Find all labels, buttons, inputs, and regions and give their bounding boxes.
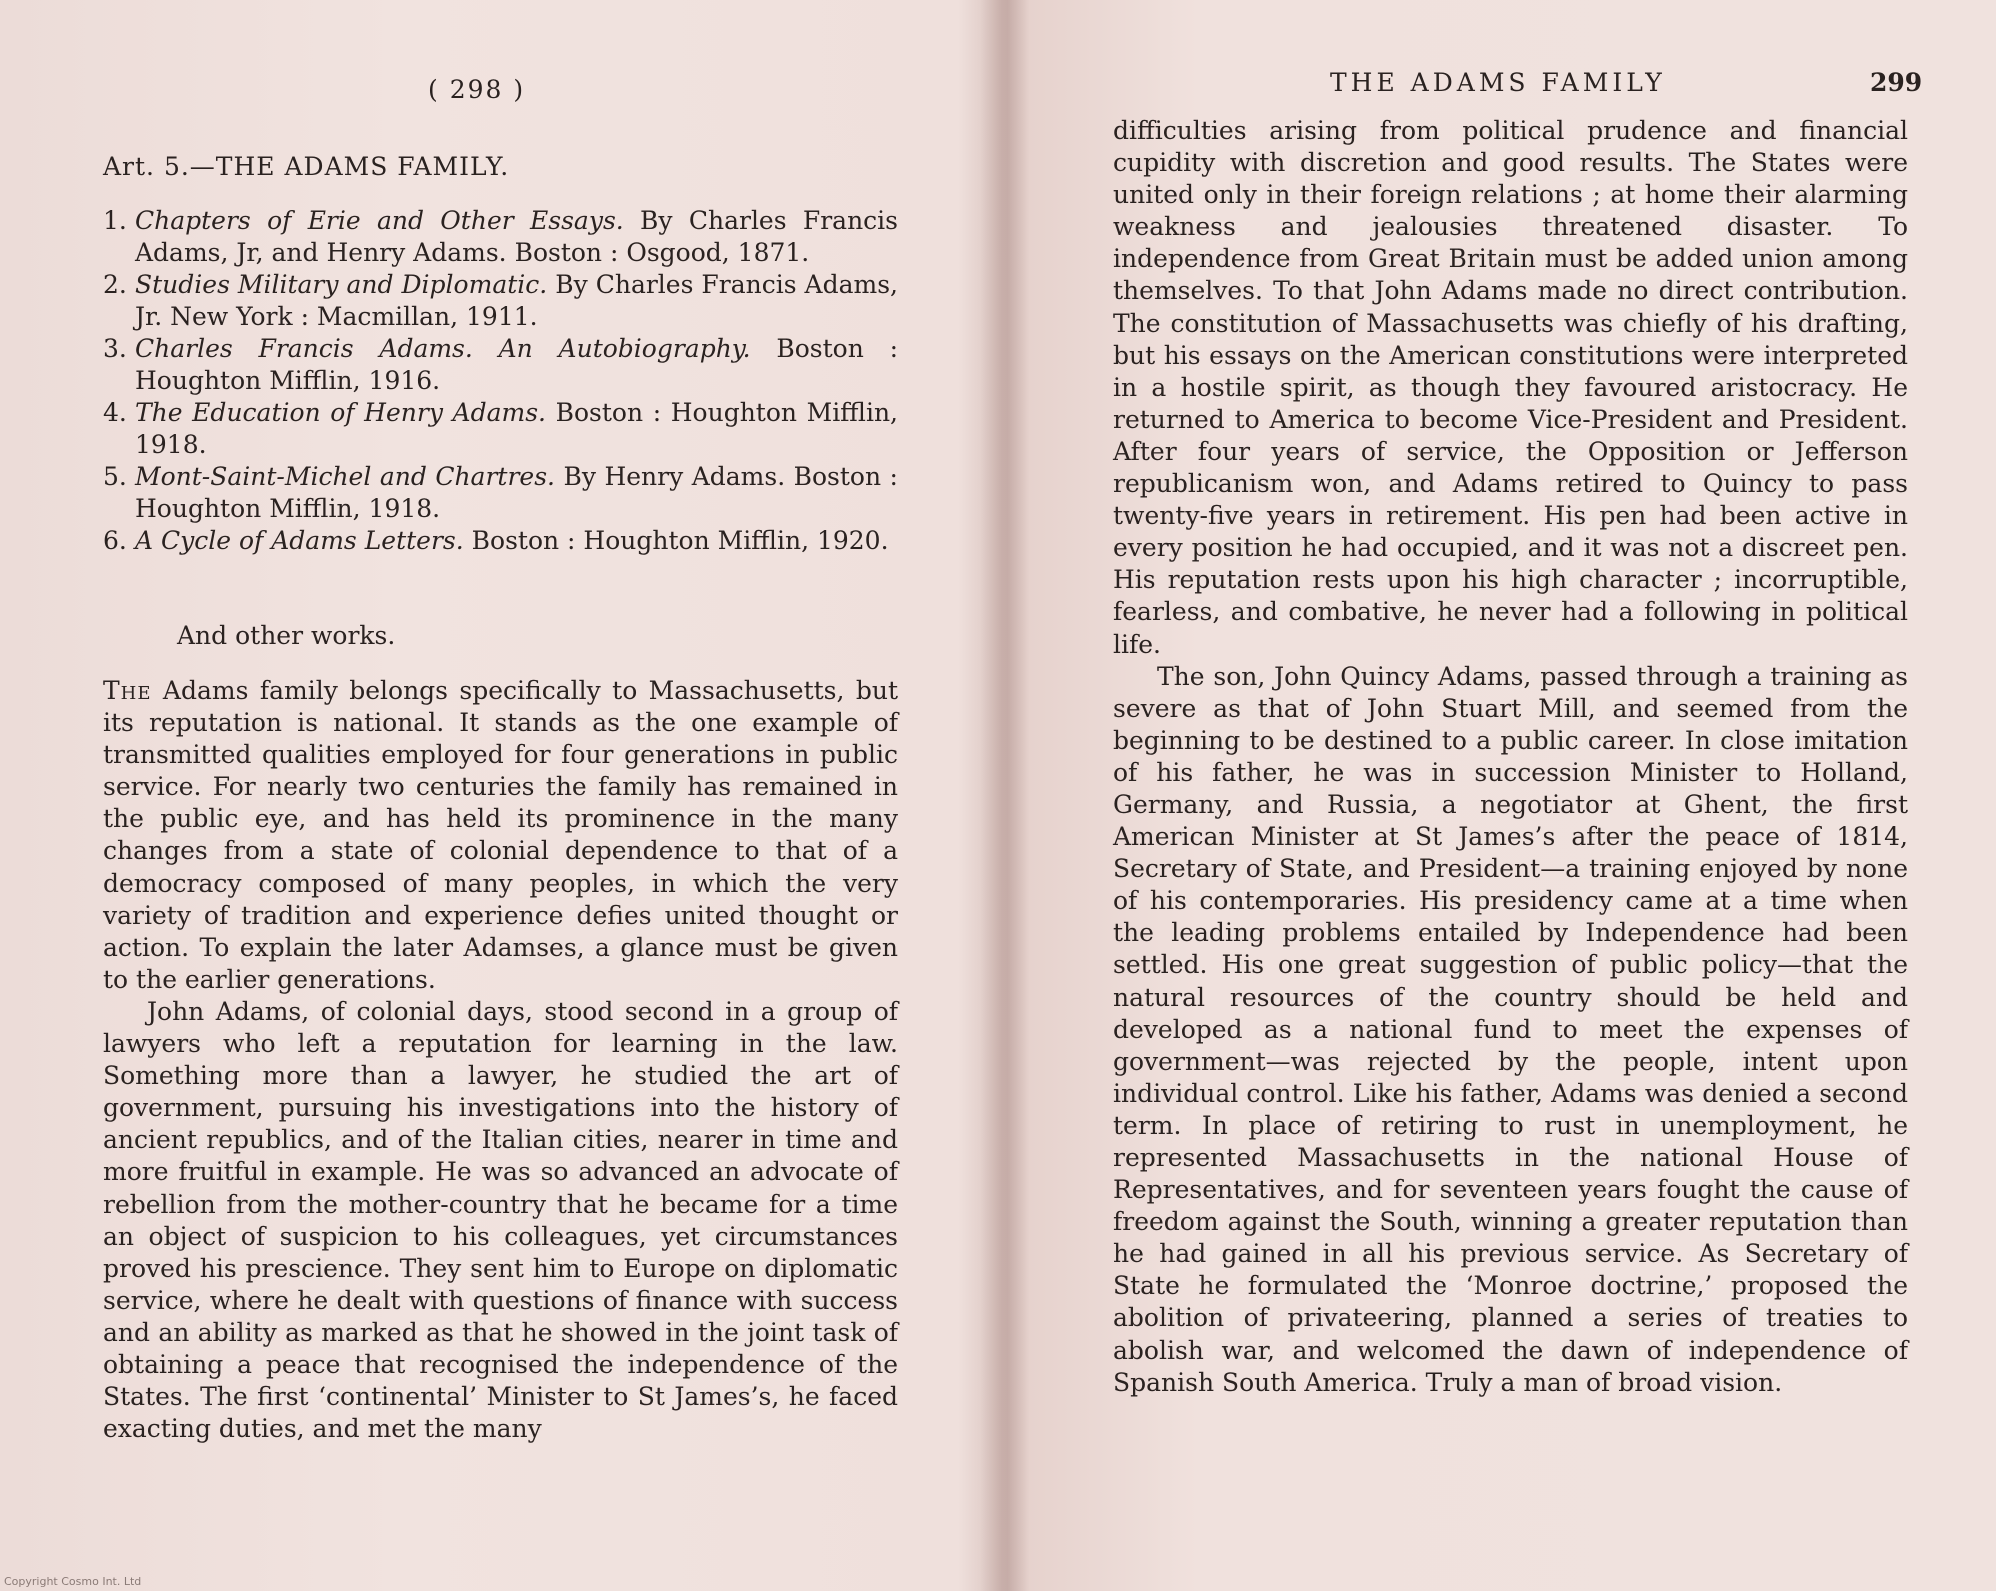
bibliography-list: [103, 205, 898, 558]
paragraph: The Adams family belongs specifically to Massachusetts, but its reputation is national. It stands as the one example of transmitted qualities employed for four generations in public service. For nearly two centuries the family has remained in the public eye, and has held its prominence in the many changes from a state of colonial dependence to that of a democracy composed of many peoples, in which the very variety of tradition and experience defies united thought or action. To explain the later Adamses, a glance must be given to the earlier generations.: [103, 676, 898, 994]
left-page: [0, 0, 995, 1591]
left-body-text: [103, 675, 898, 1445]
paragraph: John Adams, of colonial days, stood second in a group of lawyers who left a reputation for learning in the law. Something more than a lawyer, he studied the art of government, pursuing his investigations into the history of ancient republics, and of the Italian cities, nearer in time and more fruitful in example. He was so advanced an advocate of rebellion from the mother-country that he became for a time an object of suspicion to his colleagues, yet circumstances proved his prescience. They sent him to Europe on diplomatic service, where he dealt with questions of finance with success and an ability as marked as that he showed in the joint task of obtaining a peace that recognised the independence of the States. The first ‘continental’ Minister to St James’s, he faced exacting duties, and met the many: [103, 996, 898, 1444]
running-head: THE ADAMS FAMILY: [1330, 68, 1666, 97]
bibliography-item: 5. Mont-Saint-Michel and Chartres. By Henry Adams. Boston : Houghton Mifflin, 1918.: [103, 462, 898, 523]
paragraph: difficulties arising from political prudence and financial cupidity with discretion and good results. The States were united only in their foreign relations ; at home their alarming weakness and jealousies threatened disaster. To independence from Great Britain must be added union among themselves. To that John Adams made no direct contribution. The constitution of Massachusetts was chiefly of his drafting, but his essays on the American constitutions were interpreted in a hostile spirit, as though they favoured aristocracy. He returned to America to become Vice-President and President. After four years of service, the Opposition or Jefferson republicanism won, and Adams retired to Quincy to pass twenty-five years in retirement. His pen had been active in every position he had occupied, and it was not a discreet pen. His reputation rests upon his high character ; incorruptible, fearless, and combative, he never had a following in political life.: [1113, 116, 1908, 659]
bibliography-item: 2. Studies Military and Diplomatic. By Charles Francis Adams, Jr. New York : Macmillan, 1911.: [103, 270, 898, 331]
bibliography-item: 3. Charles Francis Adams. An Autobiography. Boston : Houghton Mifflin, 1916.: [103, 334, 898, 395]
copyright-watermark: Copyright Cosmo Int. Ltd: [4, 1575, 142, 1588]
page-folio: ( 298 ): [428, 75, 526, 104]
page-number: 299: [1870, 68, 1923, 97]
paragraph: The son, John Quincy Adams, passed through a training as severe as that of John Stuart Mill, and seemed from the beginning to be destined to a public career. In close imitation of his father, he was in succession Minister to Holland, Germany, and Russia, a negotiator at Ghent, the first American Minister at St James’s after the peace of 1814, Secretary of State, and President—a training enjoyed by none of his contemporaries. His presidency came at a time when the leading problems entailed by Independence had been settled. His one great suggestion of public policy—that the natural resources of the country should be held and developed as a national fund to meet the expenses of government—was rejected by the people, intent upon individual control. Like his father, Adams was denied a second term. In place of retiring to rust in unemployment, he represented Massachusetts in the national House of Representatives, and for seventeen years fought the cause of freedom against the South, winning a greater reputation than he had gained in all his previous service. As Secretary of State he formulated the ‘Monroe doctrine,’ proposed the abolition of privateering, planned a series of treaties to abolish war, and welcomed the dawn of independence of Spanish South America. Truly a man of broad vision.: [1113, 661, 1908, 1397]
bibliography-item: 6. A Cycle of Adams Letters. Boston : Houghton Mifflin, 1920.: [103, 526, 889, 555]
bibliography-item: 1. Chapters of Erie and Other Essays. By Charles Francis Adams, Jr, and Henry Adams. Boston : Osgood, 1871.: [103, 206, 898, 267]
article-heading: Art. 5.—THE ADAMS FAMILY.: [103, 152, 510, 181]
other-works-note: And other works.: [177, 621, 396, 650]
right-body-text: [1113, 115, 1908, 1399]
bibliography-item: 4. The Education of Henry Adams. Boston : Houghton Mifflin, 1918.: [103, 398, 898, 459]
